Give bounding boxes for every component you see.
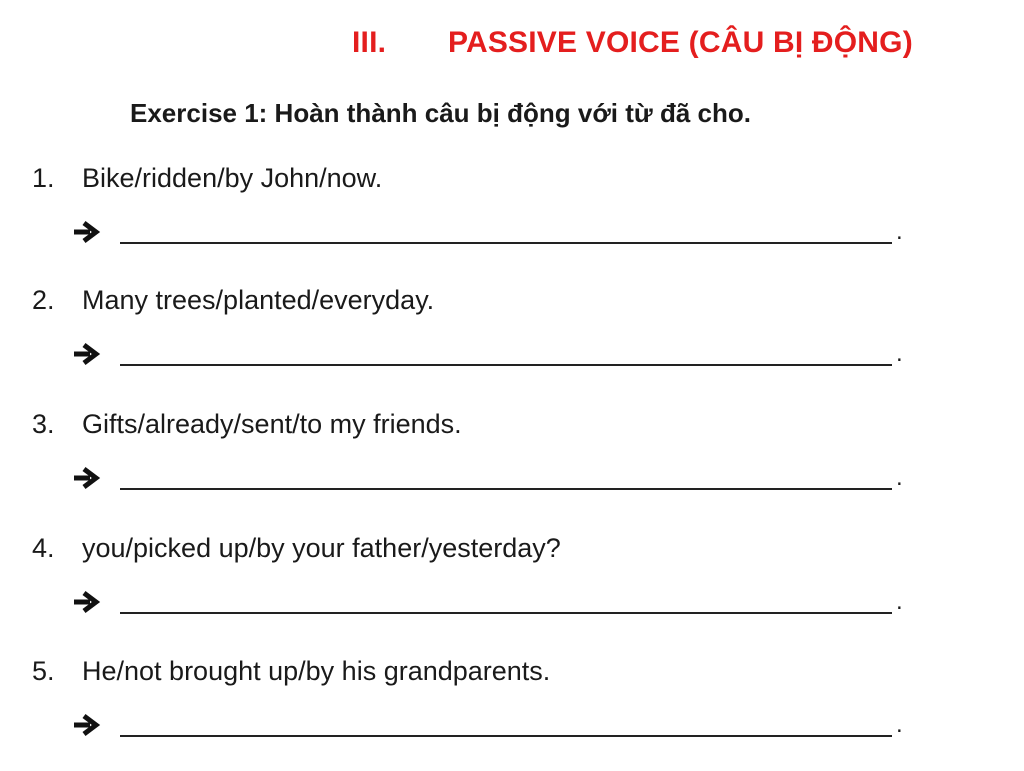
question-prompt: Many trees/planted/everyday. xyxy=(82,285,435,315)
question-number: 3. xyxy=(32,409,55,439)
question-text-row xyxy=(32,651,932,691)
answer-blank[interactable] xyxy=(120,364,892,366)
question-item-2 xyxy=(32,280,932,386)
answer-end-period: . xyxy=(896,464,903,491)
question-prompt: Bike/ridden/by John/now. xyxy=(82,163,383,193)
answer-end-period: . xyxy=(896,218,903,245)
question-item-5 xyxy=(32,651,932,757)
question-text-row xyxy=(32,158,932,198)
question-number: 1. xyxy=(32,163,55,193)
question-text-row xyxy=(32,280,932,320)
question-number: 5. xyxy=(32,656,55,686)
question-item-4 xyxy=(32,528,932,634)
answer-row xyxy=(32,707,932,757)
section-heading: PASSIVE VOICE (CÂU BỊ ĐỘNG) xyxy=(448,26,913,59)
right-arrow-icon xyxy=(72,713,102,737)
right-arrow-icon xyxy=(72,466,102,490)
question-item-1 xyxy=(32,158,932,264)
question-prompt: He/not brought up/by his grandparents. xyxy=(82,656,551,686)
answer-blank[interactable] xyxy=(120,242,892,244)
question-text-row xyxy=(32,404,932,444)
question-number: 4. xyxy=(32,533,55,563)
answer-row xyxy=(32,336,932,386)
question-item-3 xyxy=(32,404,932,510)
question-text-row xyxy=(32,528,932,568)
answer-end-period: . xyxy=(896,711,903,738)
section-number: III. xyxy=(352,26,387,59)
answer-blank[interactable] xyxy=(120,735,892,737)
answer-blank[interactable] xyxy=(120,612,892,614)
question-number: 2. xyxy=(32,285,55,315)
right-arrow-icon xyxy=(72,590,102,614)
answer-row xyxy=(32,460,932,510)
right-arrow-icon xyxy=(72,342,102,366)
right-arrow-icon xyxy=(72,220,102,244)
answer-row xyxy=(32,214,932,264)
question-prompt: you/picked up/by your father/yesterday? xyxy=(82,533,561,563)
answer-end-period: . xyxy=(896,340,903,367)
answer-row xyxy=(32,584,932,634)
answer-end-period: . xyxy=(896,588,903,615)
exercise-title: Exercise 1: Hoàn thành câu bị động với từ đã cho. xyxy=(130,98,751,128)
section-title xyxy=(352,26,913,60)
answer-blank[interactable] xyxy=(120,488,892,490)
question-prompt: Gifts/already/sent/to my friends. xyxy=(82,409,462,439)
